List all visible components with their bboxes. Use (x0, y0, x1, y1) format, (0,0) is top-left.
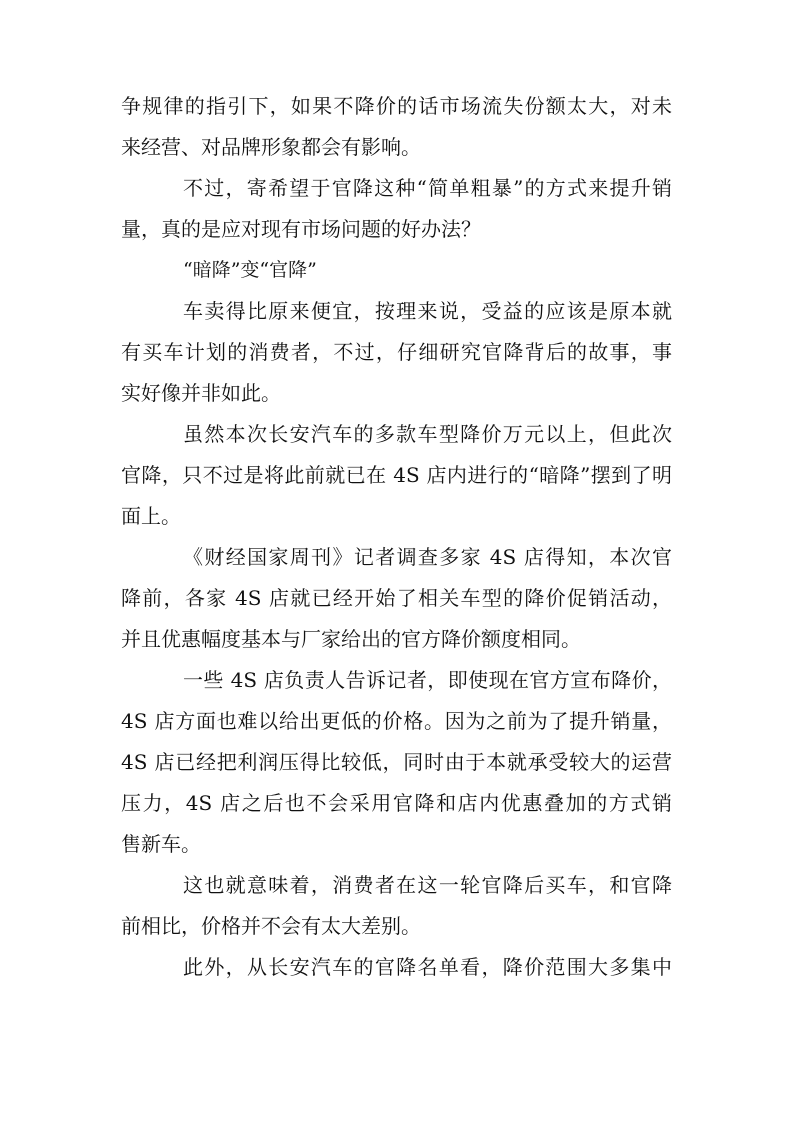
body-line: 来经营、对品牌形象都会有影响。 (121, 135, 421, 159)
body-line: 争规律的指引下，如果不降价的话市场流失份额太大，对未 (121, 94, 672, 118)
paragraph-first-line: 虽然本次长安汽车的多款车型降价万元以上，但此次 (183, 422, 672, 446)
body-line: 降前，各家 4S 店就已经开始了相关车型的降价促销活动， (121, 586, 672, 610)
body-line: 4S 店方面也难以给出更低的价格。因为之前为了提升销量， (121, 709, 672, 733)
body-line: 4S 店已经把利润压得比较低，同时由于本就承受较大的运营 (121, 750, 672, 774)
document-page (121, 96, 672, 998)
paragraph-first-line: 一些 4S 店负责人告诉记者，即使现在官方宣布降价， (183, 668, 672, 692)
body-line: 量，真的是应对现有市场问题的好办法？ (121, 217, 481, 241)
paragraph-first-line: 《财经国家周刊》记者调查多家 4S 店得知，本次官 (183, 545, 672, 569)
paragraph-first-line: 此外，从长安汽车的官降名单看，降价范围大多集中 (183, 955, 672, 979)
body-line: 面上。 (121, 504, 181, 528)
section-heading: “暗降”变“官降” (183, 259, 317, 281)
body-line: 实好像并非如此。 (121, 381, 281, 405)
body-line: 并且优惠幅度基本与厂家给出的官方降价额度相同。 (121, 627, 581, 651)
paragraph-first-line: 不过，寄希望于官降这种“简单粗暴”的方式来提升销 (183, 176, 672, 200)
paragraph-first-line: 这也就意味着，消费者在这一轮官降后买车，和官降 (183, 873, 672, 897)
body-line: 官降，只不过是将此前就已在 4S 店内进行的“暗降”摆到了明 (121, 463, 672, 487)
body-line: 售新车。 (121, 832, 201, 856)
body-line: 压力，4S 店之后也不会采用官降和店内优惠叠加的方式销 (121, 791, 672, 815)
paragraph-first-line: 车卖得比原来便宜，按理来说，受益的应该是原本就 (183, 299, 672, 323)
body-line: 有买车计划的消费者，不过，仔细研究官降背后的故事，事 (121, 340, 672, 364)
body-line: 前相比，价格并不会有太大差别。 (121, 914, 421, 938)
